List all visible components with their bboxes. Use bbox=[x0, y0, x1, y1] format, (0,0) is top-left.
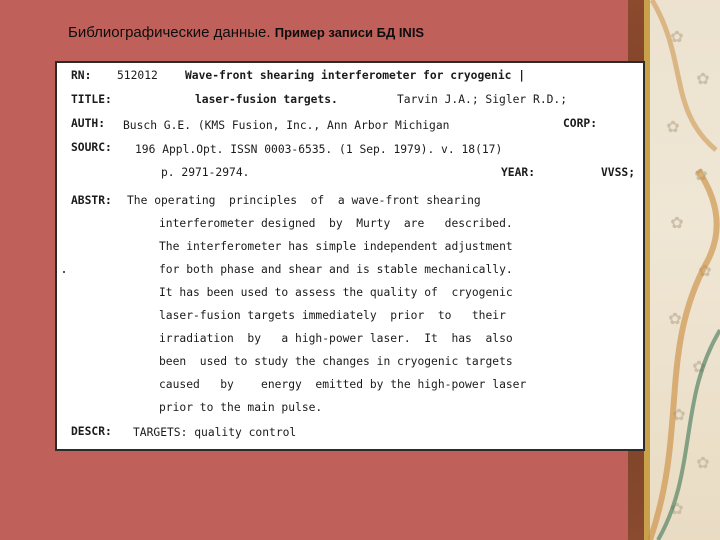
flower-icon: ✿ bbox=[670, 213, 684, 232]
flower-icon: ✿ bbox=[696, 453, 710, 472]
flower-icon: ✿ bbox=[672, 405, 686, 424]
flower-icon: ✿ bbox=[670, 499, 684, 518]
flower-icon: ✿ bbox=[696, 69, 710, 88]
descr-label: DESCR: bbox=[71, 425, 112, 438]
year-label: YEAR: bbox=[501, 166, 536, 179]
abstract-line: The operating principles of a wave-front shearing bbox=[127, 194, 481, 207]
rn-value: 512012 bbox=[117, 69, 158, 82]
abstract-line: interferometer designed by Murty are described. bbox=[159, 217, 513, 230]
vvss-label: VVSS; bbox=[601, 166, 636, 179]
abstract-line: for both phase and shear and is stable mechanically. bbox=[159, 263, 513, 276]
abstract-line: prior to the main pulse. bbox=[159, 401, 323, 414]
stray-mark bbox=[63, 271, 65, 273]
title-authors: Tarvin J.A.; Sigler R.D.; bbox=[397, 93, 568, 106]
flower-icon: ✿ bbox=[698, 261, 712, 280]
abstract-line: The interferometer has simple independent adjustment bbox=[159, 240, 513, 253]
descr-value: TARGETS: quality control bbox=[133, 426, 297, 439]
flower-icon: ✿ bbox=[670, 27, 684, 46]
title-label: TITLE: bbox=[71, 93, 112, 106]
slide-title bbox=[68, 24, 424, 41]
flower-icon: ✿ bbox=[666, 117, 680, 136]
rn-label: RN: bbox=[71, 69, 92, 82]
auth-label: AUTH: bbox=[71, 117, 106, 130]
abstract-line: been used to study the changes in cryogenic targets bbox=[159, 355, 513, 368]
inis-record bbox=[55, 61, 645, 451]
flower-icon: ✿ bbox=[668, 309, 682, 328]
abstract-line: caused by energy emitted by the high-power laser bbox=[159, 378, 527, 391]
pages-value: p. 2971-2974. bbox=[161, 166, 250, 179]
title-sub: Пример записи БД INIS bbox=[274, 25, 425, 40]
flower-icon: ✿ bbox=[692, 357, 706, 376]
abstract-line: laser-fusion targets immediately prior to their bbox=[159, 309, 506, 322]
flower-icon: ✿ bbox=[694, 165, 708, 184]
source-value: 196 Appl.Opt. ISSN 0003-6535. (1 Sep. 1979). v. 18(17) bbox=[135, 143, 503, 156]
title-line-1: Wave-front shearing interferometer for cryogenic | bbox=[185, 69, 526, 82]
source-label: SOURC: bbox=[71, 141, 112, 154]
title-line-2: laser-fusion targets. bbox=[195, 93, 338, 106]
corp-label: CORP: bbox=[563, 117, 598, 130]
abstract-label: ABSTR: bbox=[71, 194, 112, 207]
title-main: Библиографические данные. bbox=[68, 24, 271, 41]
abstract-line: It has been used to assess the quality of cryogenic bbox=[159, 286, 513, 299]
abstract-line: irradiation by a high-power laser. It has also bbox=[159, 332, 513, 345]
auth-value: Busch G.E. (KMS Fusion, Inc., Ann Arbor Michigan bbox=[123, 119, 450, 132]
